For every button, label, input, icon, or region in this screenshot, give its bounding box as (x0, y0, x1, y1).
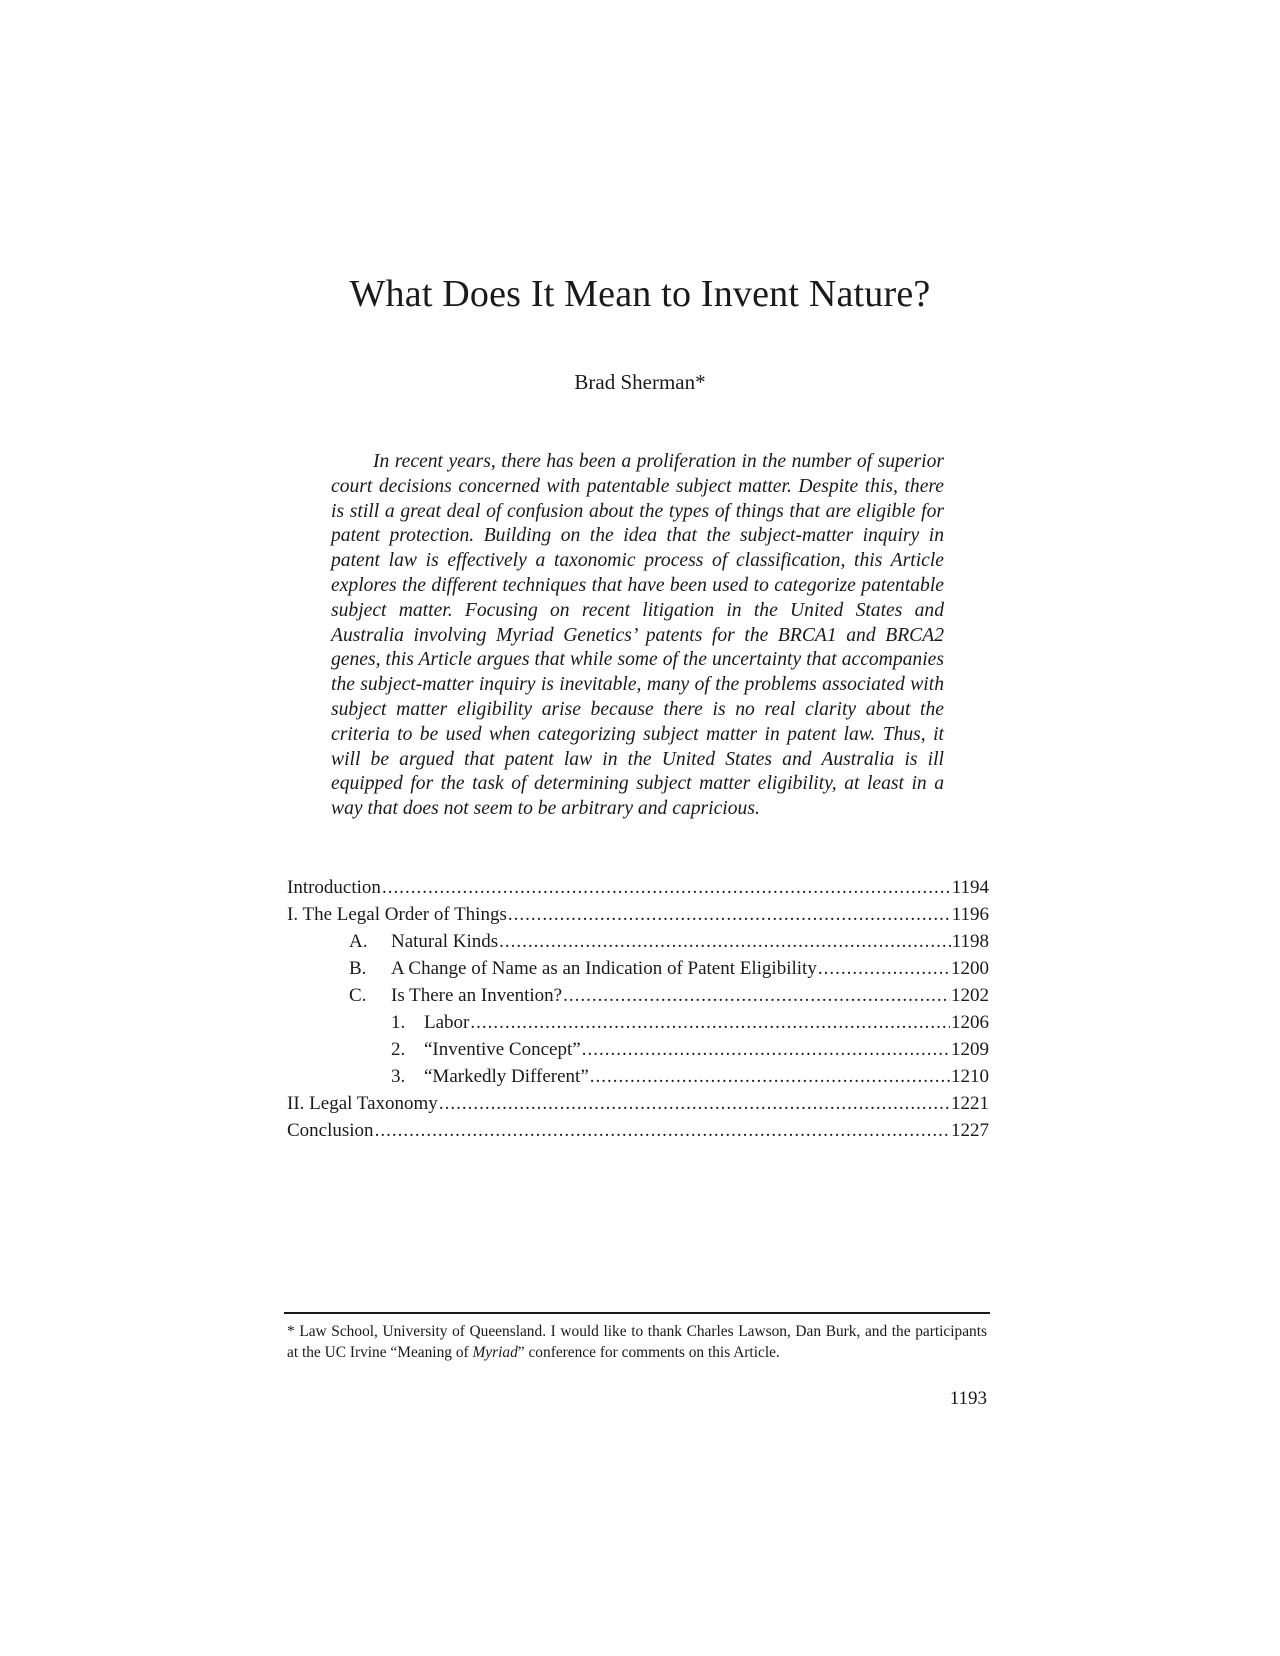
toc-entry[interactable] (287, 1117, 989, 1144)
toc-entry-page: 1221 (951, 1093, 989, 1114)
toc-leader-dots (582, 1036, 950, 1063)
toc-leader-dots (439, 1090, 950, 1117)
toc-leader-dots (499, 928, 951, 955)
toc-entry-label: “Inventive Concept” (424, 1039, 581, 1060)
abstract: In recent years, there has been a proliferation in the number of superior court decisions concerned with patentable subject matter. Despite this, there is still a great deal of confusion about the types of things that are eligible for patent protection. Building on the idea that the subject-matter inquiry in patent law is effectively a taxonomic process of classification, this Article explores the different techniques that have been used to categorize patentable subject matter. Focusing on recent litigation in the United States and Australia involving Myriad Genetics’ patents for the BRCA1 and BRCA2 genes, this Article argues that while some of the uncertainty that accompanies the subject-matter inquiry is inevitable, many of the problems associated with subject matter eligibility arise because there is no real clarity about the criteria to be used when categorizing subject matter in patent law. Thus, it will be argued that patent law in the United States and Australia is ill equipped for the task of determining subject matter eligibility, at least in a way that does not seem to be arbitrary and capricious. (331, 451, 944, 820)
toc-entry-page: 1200 (951, 958, 989, 979)
toc-entry-page: 1227 (951, 1120, 989, 1141)
toc-entry-page: 1198 (951, 931, 989, 952)
toc-entry-label: II. Legal Taxonomy (287, 1093, 438, 1114)
toc-leader-dots (818, 955, 950, 982)
toc-entry-number: 1. (391, 1012, 406, 1033)
toc-leader-dots (375, 1117, 950, 1144)
toc-entry-number: 2. (391, 1039, 406, 1060)
toc-entry-page: 1202 (951, 985, 989, 1006)
toc-entry-label: Is There an Invention? (391, 985, 563, 1006)
author-footnote (287, 1321, 987, 1363)
toc-entry-label: Natural Kinds (391, 931, 499, 952)
toc-entry[interactable] (287, 901, 989, 928)
toc-entry-page: 1210 (951, 1066, 989, 1087)
toc-leader-dots (590, 1063, 950, 1090)
toc-leader-dots (382, 874, 951, 901)
toc-entry[interactable] (287, 982, 989, 1009)
table-of-contents (287, 874, 989, 1144)
toc-entry-number: C. (349, 985, 367, 1006)
toc-entry[interactable] (287, 1009, 989, 1036)
toc-entry[interactable] (287, 1090, 989, 1117)
footnote-divider (284, 1312, 990, 1314)
toc-entry[interactable] (287, 928, 989, 955)
toc-entry-label: Conclusion (287, 1120, 374, 1141)
toc-entry-label: Introduction (287, 877, 381, 898)
toc-entry[interactable] (287, 1063, 989, 1090)
page-number: 1193 (949, 1388, 987, 1409)
toc-leader-dots (470, 1009, 950, 1036)
toc-entry-label: A Change of Name as an Indication of Patent Eligibility (391, 958, 817, 979)
footnote-text-end: ” conference for comments on this Article. (517, 1344, 780, 1361)
toc-entry-page: 1206 (951, 1012, 989, 1033)
toc-entry-number: A. (349, 931, 368, 952)
footnote-italic-text: Myriad (472, 1344, 518, 1361)
toc-entry-label: I. The Legal Order of Things (287, 904, 507, 925)
toc-entry-label: Labor (424, 1012, 470, 1033)
toc-entry-number: B. (349, 958, 367, 979)
toc-entry-page: 1196 (951, 904, 989, 925)
footnote-text-start: * Law School, University of Queensland. I would like to thank Charles Lawson, Dan Burk, and the participants at the UC Irvine “Meaning of (287, 1323, 987, 1361)
toc-leader-dots (563, 982, 950, 1009)
article-title: What Does It Mean to Invent Nature? (349, 273, 931, 315)
toc-entry[interactable] (287, 1036, 989, 1063)
author-name: Brad Sherman* (574, 370, 706, 394)
toc-entry-label: “Markedly Different” (424, 1066, 589, 1087)
toc-entry[interactable] (287, 955, 989, 982)
toc-entry[interactable] (287, 874, 989, 901)
toc-entry-number: 3. (391, 1066, 406, 1087)
toc-entry-page: 1194 (951, 877, 989, 898)
toc-entry-page: 1209 (951, 1039, 989, 1060)
toc-leader-dots (508, 901, 951, 928)
